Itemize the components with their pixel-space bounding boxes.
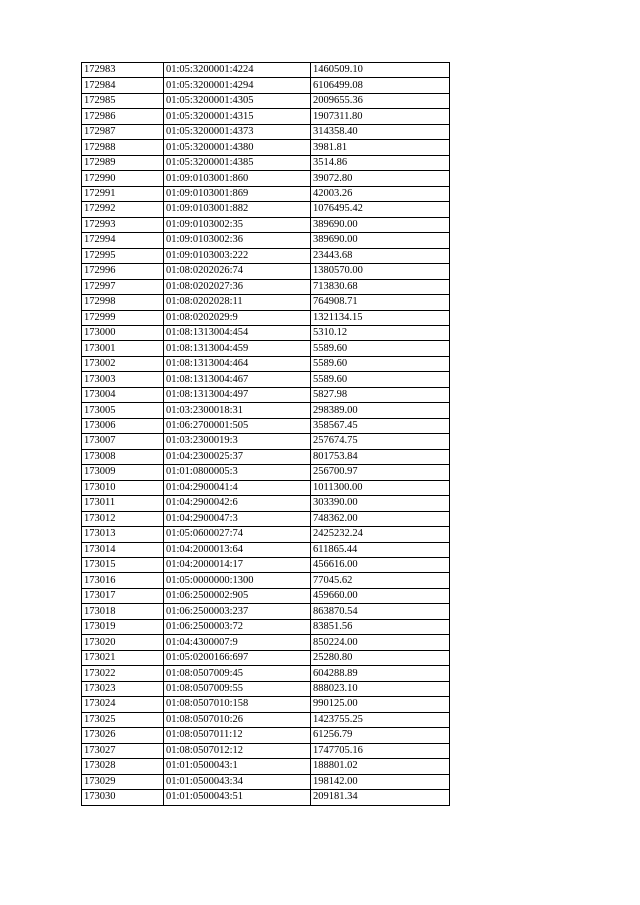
value-cell: 358567.45	[311, 418, 450, 433]
table-row	[82, 217, 450, 232]
cadastral-number-cell: 01:09:0103001:882	[164, 202, 311, 217]
value-cell: 209181.34	[311, 790, 450, 805]
row-number-cell: 173025	[82, 712, 164, 727]
value-cell: 3981.81	[311, 140, 450, 155]
row-number-cell: 172986	[82, 109, 164, 124]
value-cell: 764908.71	[311, 295, 450, 310]
cadastral-number-cell: 01:09:0103002:35	[164, 217, 311, 232]
table-row	[82, 790, 450, 805]
cadastral-number-cell: 01:09:0103003:222	[164, 248, 311, 263]
value-cell: 6106499.08	[311, 78, 450, 93]
cadastral-number-cell: 01:06:2500003:72	[164, 619, 311, 634]
row-number-cell: 172996	[82, 264, 164, 279]
table-row	[82, 511, 450, 526]
cadastral-number-cell: 01:08:0507010:26	[164, 712, 311, 727]
table-row	[82, 233, 450, 248]
value-cell: 3514.86	[311, 155, 450, 170]
table-row	[82, 558, 450, 573]
cadastral-number-cell: 01:08:1313004:454	[164, 325, 311, 340]
table-row	[82, 264, 450, 279]
row-number-cell: 172984	[82, 78, 164, 93]
table-row	[82, 542, 450, 557]
table-row	[82, 109, 450, 124]
row-number-cell: 173000	[82, 325, 164, 340]
row-number-cell: 172999	[82, 310, 164, 325]
cadastral-number-cell: 01:05:3200001:4385	[164, 155, 311, 170]
table-row	[82, 63, 450, 78]
row-number-cell: 173014	[82, 542, 164, 557]
table-row	[82, 728, 450, 743]
row-number-cell: 173004	[82, 387, 164, 402]
row-number-cell: 172993	[82, 217, 164, 232]
row-number-cell: 173020	[82, 635, 164, 650]
value-cell: 77045.62	[311, 573, 450, 588]
row-number-cell: 173023	[82, 681, 164, 696]
table-row	[82, 124, 450, 139]
row-number-cell: 173013	[82, 527, 164, 542]
row-number-cell: 173012	[82, 511, 164, 526]
table-row	[82, 480, 450, 495]
value-cell: 456616.00	[311, 558, 450, 573]
cadastral-number-cell: 01:06:2500002:905	[164, 588, 311, 603]
table-row	[82, 650, 450, 665]
table-row	[82, 325, 450, 340]
cadastral-number-cell: 01:09:0103002:36	[164, 233, 311, 248]
table-row	[82, 774, 450, 789]
cadastral-number-cell: 01:04:2000013:64	[164, 542, 311, 557]
row-number-cell: 173028	[82, 759, 164, 774]
table-row	[82, 140, 450, 155]
value-cell: 39072.80	[311, 171, 450, 186]
row-number-cell: 172991	[82, 186, 164, 201]
value-cell: 1076495.42	[311, 202, 450, 217]
table-row	[82, 155, 450, 170]
cadastral-number-cell: 01:05:3200001:4373	[164, 124, 311, 139]
row-number-cell: 172990	[82, 171, 164, 186]
row-number-cell: 173027	[82, 743, 164, 758]
value-cell: 314358.40	[311, 124, 450, 139]
table-row	[82, 186, 450, 201]
value-cell: 2425232.24	[311, 527, 450, 542]
value-cell: 42003.26	[311, 186, 450, 201]
value-cell: 459660.00	[311, 588, 450, 603]
cadastral-number-cell: 01:04:2000014:17	[164, 558, 311, 573]
row-number-cell: 173026	[82, 728, 164, 743]
row-number-cell: 173019	[82, 619, 164, 634]
value-cell: 23443.68	[311, 248, 450, 263]
table-body	[82, 63, 450, 806]
value-cell: 61256.79	[311, 728, 450, 743]
row-number-cell: 173022	[82, 666, 164, 681]
table-row	[82, 712, 450, 727]
cadastral-number-cell: 01:04:4300007:9	[164, 635, 311, 650]
row-number-cell: 173002	[82, 356, 164, 371]
cadastral-number-cell: 01:05:0600027:74	[164, 527, 311, 542]
table-row	[82, 93, 450, 108]
cadastral-number-cell: 01:08:0507010:158	[164, 697, 311, 712]
value-cell: 83851.56	[311, 619, 450, 634]
value-cell: 198142.00	[311, 774, 450, 789]
cadastral-number-cell: 01:01:0500043:51	[164, 790, 311, 805]
cadastral-number-cell: 01:05:3200001:4315	[164, 109, 311, 124]
value-cell: 801753.84	[311, 449, 450, 464]
cadastral-number-cell: 01:08:0202026:74	[164, 264, 311, 279]
cadastral-number-cell: 01:05:0200166:697	[164, 650, 311, 665]
value-cell: 5589.60	[311, 356, 450, 371]
row-number-cell: 173007	[82, 434, 164, 449]
table-row	[82, 171, 450, 186]
value-cell: 5827.98	[311, 387, 450, 402]
cadastral-number-cell: 01:05:3200001:4224	[164, 63, 311, 78]
table-row	[82, 279, 450, 294]
value-cell: 713830.68	[311, 279, 450, 294]
value-cell: 611865.44	[311, 542, 450, 557]
cadastral-number-cell: 01:05:3200001:4305	[164, 93, 311, 108]
cadastral-number-cell: 01:06:2500003:237	[164, 604, 311, 619]
row-number-cell: 173006	[82, 418, 164, 433]
row-number-cell: 172983	[82, 63, 164, 78]
value-cell: 604288.89	[311, 666, 450, 681]
row-number-cell: 172989	[82, 155, 164, 170]
value-cell: 1423755.25	[311, 712, 450, 727]
cadastral-number-cell: 01:01:0500043:34	[164, 774, 311, 789]
cadastral-number-cell: 01:05:0000000:1300	[164, 573, 311, 588]
table-row	[82, 666, 450, 681]
cadastral-number-cell: 01:05:3200001:4294	[164, 78, 311, 93]
value-cell: 5310.12	[311, 325, 450, 340]
cadastral-number-cell: 01:04:2300025:37	[164, 449, 311, 464]
table-row	[82, 635, 450, 650]
table-row	[82, 573, 450, 588]
cadastral-number-cell: 01:04:2900042:6	[164, 496, 311, 511]
table-row	[82, 759, 450, 774]
cadastral-number-cell: 01:08:0507009:45	[164, 666, 311, 681]
cadastral-number-cell: 01:08:0202027:36	[164, 279, 311, 294]
row-number-cell: 173017	[82, 588, 164, 603]
table-row	[82, 588, 450, 603]
table-row	[82, 697, 450, 712]
table-row	[82, 341, 450, 356]
value-cell: 1907311.80	[311, 109, 450, 124]
cadastral-number-cell: 01:03:2300018:31	[164, 403, 311, 418]
table-row	[82, 295, 450, 310]
value-cell: 303390.00	[311, 496, 450, 511]
cadastral-number-cell: 01:05:3200001:4380	[164, 140, 311, 155]
row-number-cell: 173021	[82, 650, 164, 665]
value-cell: 863870.54	[311, 604, 450, 619]
row-number-cell: 173011	[82, 496, 164, 511]
row-number-cell: 173010	[82, 480, 164, 495]
cadastral-number-cell: 01:08:0507011:12	[164, 728, 311, 743]
cadastral-number-cell: 01:08:1313004:459	[164, 341, 311, 356]
table-row	[82, 202, 450, 217]
value-cell: 389690.00	[311, 233, 450, 248]
cadastral-number-cell: 01:08:1313004:464	[164, 356, 311, 371]
value-cell: 188801.02	[311, 759, 450, 774]
row-number-cell: 173009	[82, 465, 164, 480]
value-cell: 298389.00	[311, 403, 450, 418]
row-number-cell: 173030	[82, 790, 164, 805]
cadastral-number-cell: 01:01:0800005:3	[164, 465, 311, 480]
table-row	[82, 434, 450, 449]
cadastral-number-cell: 01:06:2700001:505	[164, 418, 311, 433]
cadastral-number-cell: 01:08:0202028:11	[164, 295, 311, 310]
value-cell: 990125.00	[311, 697, 450, 712]
row-number-cell: 173003	[82, 372, 164, 387]
table-row	[82, 604, 450, 619]
row-number-cell: 172985	[82, 93, 164, 108]
row-number-cell: 173016	[82, 573, 164, 588]
table-row	[82, 310, 450, 325]
row-number-cell: 173001	[82, 341, 164, 356]
cadastral-number-cell: 01:08:0202029:9	[164, 310, 311, 325]
value-cell: 5589.60	[311, 372, 450, 387]
table-row	[82, 681, 450, 696]
table-row	[82, 449, 450, 464]
value-cell: 25280.80	[311, 650, 450, 665]
table-row	[82, 527, 450, 542]
row-number-cell: 173005	[82, 403, 164, 418]
data-table	[81, 62, 450, 806]
value-cell: 850224.00	[311, 635, 450, 650]
table-row	[82, 743, 450, 758]
table-row	[82, 465, 450, 480]
table-row	[82, 619, 450, 634]
row-number-cell: 173029	[82, 774, 164, 789]
row-number-cell: 172998	[82, 295, 164, 310]
row-number-cell: 173015	[82, 558, 164, 573]
value-cell: 257674.75	[311, 434, 450, 449]
value-cell: 888023.10	[311, 681, 450, 696]
row-number-cell: 172987	[82, 124, 164, 139]
row-number-cell: 173018	[82, 604, 164, 619]
cadastral-number-cell: 01:08:1313004:497	[164, 387, 311, 402]
cadastral-number-cell: 01:03:2300019:3	[164, 434, 311, 449]
value-cell: 2009655.36	[311, 93, 450, 108]
table-row	[82, 387, 450, 402]
value-cell: 748362.00	[311, 511, 450, 526]
cadastral-number-cell: 01:04:2900041:4	[164, 480, 311, 495]
row-number-cell: 173008	[82, 449, 164, 464]
table-row	[82, 403, 450, 418]
table-row	[82, 372, 450, 387]
row-number-cell: 172988	[82, 140, 164, 155]
row-number-cell: 172997	[82, 279, 164, 294]
cadastral-number-cell: 01:01:0500043:1	[164, 759, 311, 774]
cadastral-number-cell: 01:04:2900047:3	[164, 511, 311, 526]
value-cell: 1380570.00	[311, 264, 450, 279]
row-number-cell: 173024	[82, 697, 164, 712]
cadastral-number-cell: 01:08:0507009:55	[164, 681, 311, 696]
table-row	[82, 356, 450, 371]
value-cell: 1460509.10	[311, 63, 450, 78]
row-number-cell: 172994	[82, 233, 164, 248]
row-number-cell: 172995	[82, 248, 164, 263]
cadastral-number-cell: 01:08:0507012:12	[164, 743, 311, 758]
cadastral-number-cell: 01:09:0103001:869	[164, 186, 311, 201]
table-row	[82, 248, 450, 263]
value-cell: 1321134.15	[311, 310, 450, 325]
table-row	[82, 78, 450, 93]
value-cell: 389690.00	[311, 217, 450, 232]
value-cell: 1011300.00	[311, 480, 450, 495]
row-number-cell: 172992	[82, 202, 164, 217]
table-row	[82, 418, 450, 433]
cadastral-number-cell: 01:09:0103001:860	[164, 171, 311, 186]
value-cell: 5589.60	[311, 341, 450, 356]
value-cell: 256700.97	[311, 465, 450, 480]
table-row	[82, 496, 450, 511]
cadastral-number-cell: 01:08:1313004:467	[164, 372, 311, 387]
value-cell: 1747705.16	[311, 743, 450, 758]
